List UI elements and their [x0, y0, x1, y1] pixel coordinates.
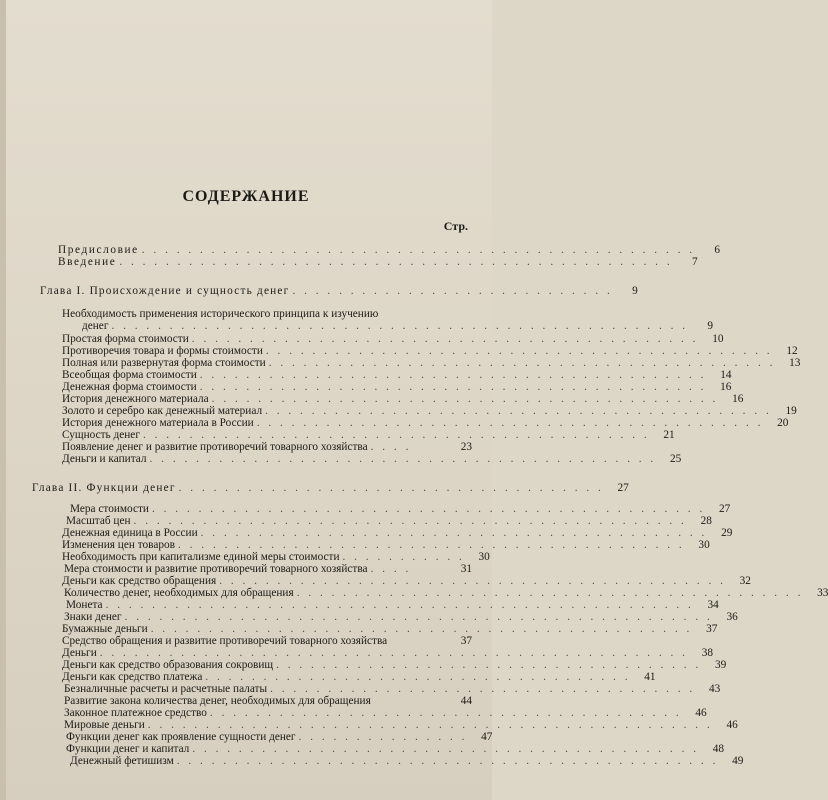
toc-entry-text: Денежный фетишизм [70, 755, 174, 767]
toc-entry-page: 21 [663, 429, 675, 441]
leader-dots: . . . . . . . . . . . . . . . . . . . . . . . . . . . . . . . . . . . . . [178, 482, 604, 494]
toc-chapter-1-heading[interactable] [40, 285, 638, 298]
leader-dots: . . . . . . . . . . . . . . . . . . . . . . . . . . . . . . . . . . . . . . . . . . . . [268, 357, 776, 369]
toc-entry-page: 12 [786, 345, 798, 357]
leader-dots: . . . . . . . . . . . . . . . . . . . . . . . . . . . . . . . . . . . . . . . . . . . . . . . [150, 623, 693, 635]
toc-entry-text: История денежного материала [62, 393, 209, 405]
toc-entry-text: Функции денег и капитал [66, 743, 190, 755]
toc-entry-page: 36 [726, 611, 738, 623]
toc-entry-page: 6 [714, 244, 721, 256]
toc-entry-text-line1[interactable]: Необходимость применения исторического принципа к изучению [62, 308, 379, 320]
leader-dots: . . . . . . . . . . . . . . . [298, 731, 468, 743]
toc-entry-page: 46 [726, 719, 738, 731]
toc-entry-page: 30 [478, 551, 490, 563]
toc-entry-page: 14 [720, 369, 732, 381]
toc-entry-text: Денежная единица в России [62, 527, 198, 539]
toc-entry-page: 37 [706, 623, 718, 635]
toc-entry-text: Функции денег как проявление сущности денег [66, 731, 296, 743]
toc-entry-text: Законное платежное средство [64, 707, 207, 719]
toc-entry-page: 39 [714, 659, 727, 671]
leader-dots: . . . . . . . . . . . . . . . . . . . . . . . . . . . . . . . . . . . . . . . . . . . . . . . . . . [111, 320, 689, 332]
toc-entry-page: 19 [785, 405, 797, 417]
toc-entry-text: Количество денег, необходимых для обращения [64, 587, 294, 599]
leader-dots: . . . . . . . . . . . . . . . . . . . . . . . . . . . . . . . . . . . . . . . . . . . . . . . . . . . [105, 599, 694, 611]
toc-entry-text: Деньги как средство обращения [62, 575, 217, 587]
toc-entry-page: 16 [720, 381, 732, 393]
toc-entry-page: 43 [708, 683, 721, 695]
toc-entry-page: 33 [817, 587, 828, 599]
toc-chapter-page: 9 [632, 285, 638, 297]
leader-dots: . . . . . . . . . . . . . . . . . . . . . . . . . . . . . . . . . . . . . . . . . . . . [191, 333, 699, 345]
toc-entry-text: Золото и серебро как денежный материал [62, 405, 263, 417]
toc-entry-text: Всеобщая форма стоимости [62, 369, 197, 381]
toc-entry-introduction[interactable] [58, 256, 698, 269]
leader-dots: . . . . . . . . . . . . . . . . . . . . . . . . . . . . . . . . . . . . . . . . . . . . [178, 539, 685, 551]
page-column-label: Стр. [443, 219, 468, 233]
leader-dots: . . . . . . . . . . . . . . . . . . . . . . . . . . . . . . . . . . . . . . . . . . . . . . . [176, 755, 719, 767]
toc-entry-text: История денежного материала в России [62, 417, 254, 429]
toc-entry-text: Деньги как средство платежа [62, 671, 203, 683]
page-title: СОДЕРЖАНИЕ [182, 188, 310, 205]
leader-dots: . . . . . . . . . . . . . . . . . . . . . . . . . . . . . . . . . . . . . . . . . . . . [199, 369, 707, 381]
leader-dots: . . . . . . . . . . . . . . . . . . . . . . . . . . . . . . . . . . . . . . . . . . . . [296, 587, 804, 599]
leader-dots: . . . . . . . . . . . . . . . . . . . . . . . . . . . . . . . . . . . . . . . . . . . . [142, 429, 650, 441]
toc-entry-page: 28 [700, 515, 712, 527]
leader-dots: . . . . . . . . . . . . . . . . . . . . . . . . . . . . . . . . . . . . . [276, 659, 702, 671]
leader-dots: . . . . [370, 563, 412, 575]
toc-entry-page: 16 [732, 393, 744, 405]
toc-entry-page: 46 [695, 707, 707, 719]
toc-entry-page: 10 [712, 333, 724, 345]
toc-entry-text: Деньги как средство образования сокровищ [62, 659, 274, 671]
leader-dots: . . . . . . . . . . . . . . . . . . . . . . . . . . . . . . . . . . . . . . . . . . . . . . . . . . . [99, 647, 688, 659]
toc-entry-page: 27 [718, 503, 731, 515]
toc-entry-page: 31 [460, 563, 472, 575]
toc-entry-text: Необходимость при капитализме единой меры стоимости [62, 551, 340, 563]
toc-entry-page: 20 [777, 417, 789, 429]
toc-entry-text: Развитие закона количества денег, необходимых для обращения [64, 695, 371, 707]
toc-entry-text: Мировые деньги [64, 719, 145, 731]
toc-entry-text: Введение [58, 256, 117, 268]
toc-entry-page: 49 [732, 755, 744, 767]
leader-dots: . . . . . . . . . . . . . . . . . . . . . . . . . . . . . . . . . . . . . [270, 683, 696, 695]
toc-entry-text: Безналичные расчеты и расчетные палаты [64, 683, 268, 695]
toc-entry[interactable] [82, 320, 714, 333]
leader-dots: . . . . . . . . . . . . . . . . . . . . . . . . . . . . . . . . . . . . . . . . . . . . [200, 527, 708, 539]
toc-entry-page: 41 [644, 671, 656, 683]
toc-entry-text: Деньги [62, 647, 97, 659]
toc-entry-text: Противоречия товара и формы стоимости [62, 345, 263, 357]
leader-dots: . . . . . . . . . . . . . . . . . . . . . . . . . . . . . . . . . . . . . . . . . . . . [219, 575, 726, 587]
toc-entry-text: Деньги и капитал [62, 453, 147, 465]
leader-dots: . . . . . . . . . . . . . . . . . . . . . . . . . . . . . . . . . . . . . . . . . . . . . . . . [119, 256, 673, 268]
toc-entry-text: денег [82, 320, 109, 332]
leader-dots: . . . . . . . . . . . . . . . . . . . . . . . . . . . . . . . . . . . . . . . . . . . . [149, 453, 657, 465]
toc-entry-text: Знаки денег [64, 611, 122, 623]
toc-entry-text: Изменения цен товаров [62, 539, 175, 551]
toc-entry-text: Масштаб цен [66, 515, 131, 527]
leader-dots: . . . . . . . . . . . . . . . . . . . . . . . . . . . . . . . . . . . . . . . . . . . . [265, 405, 772, 417]
toc-entry-text: Простая форма стоимости [62, 333, 189, 345]
leader-dots: . . . . . . . . . . . . . . . . . . . . . . . . . . . . . . . . . . . . . . . . . . . . . . . . [141, 244, 696, 256]
toc-entry-text: Денежная форма стоимости [62, 381, 197, 393]
toc-entry-text: Бумажные деньги [62, 623, 148, 635]
leader-dots: . . . . . . . . . . . . . . . . . . . . . . . . . . . . . . . . . . . . . . . . . . . . . . . . [133, 515, 687, 527]
toc-chapter-text: Глава I. Происхождение и сущность денег [40, 285, 290, 297]
toc-entry-page: 30 [698, 539, 710, 551]
leader-dots: . . . . . . . . . . . . . . . . . . . . . . . . . . . . . . . . . . . . . . . . . . . . [265, 345, 773, 357]
toc-entry-text: Предисловие [58, 244, 139, 256]
toc-entry-text: Мера стоимости и развитие противоречий товарного хозяйства [64, 563, 368, 575]
toc-entry-page: 48 [712, 743, 725, 755]
toc-entry-page: 9 [707, 320, 714, 332]
toc-entry-page: 13 [789, 357, 801, 369]
toc-entry-page: 7 [692, 256, 698, 268]
toc-entry-text: Появление денег и развитие противоречий товарного хозяйства [62, 441, 368, 453]
leader-dots: . . . . . . . . . . . . . . . . . . . . . . . . . . . . . . . . . . . . . [205, 671, 631, 683]
leader-dots: . . . . . . . . . . . . . . . . . . . . . . . . . . . . . . . . . . . . . . . . . . . . . . . . . . . [124, 611, 713, 623]
toc-entry-page: 37 [460, 635, 472, 647]
toc-entry-text: Сущность денег [62, 429, 140, 441]
leader-dots: . . . . . . . . . . . . . . . . . . . . . . . . . . . . [292, 285, 613, 297]
leader-dots: . . . . . . . . . . . . . . . . . . . . . . . . . . . . . . . . . . . . . . . . . . . . . . . . . [147, 719, 713, 731]
leader-dots: . . . . . . . . . . . . . . . . . . . . . . . . . . . . . . . . . . . . . . . . . . . . [256, 417, 764, 429]
leader-dots: . . . . . . . . . . . [342, 551, 465, 563]
toc-entry-page: 44 [460, 695, 472, 707]
leader-dots: . . . . . . . . . . . . . . . . . . . . . . . . . . . . . . . . . . . . . . . . . . . . [199, 381, 707, 393]
toc-entry-text: Полная или развернутая форма стоимости [62, 357, 266, 369]
toc-entry-page: 29 [721, 527, 733, 539]
toc-entry-page: 34 [707, 599, 719, 611]
toc-entry-page: 38 [701, 647, 713, 659]
toc-entry-page: 23 [460, 441, 472, 453]
toc-chapter-2-heading[interactable] [32, 482, 629, 495]
toc-entry-page: 25 [669, 453, 682, 465]
toc-entry-text: Монета [66, 599, 103, 611]
toc-entry[interactable] [62, 453, 682, 466]
toc-entry-page: 32 [739, 575, 751, 587]
leader-dots: . . . . . . . . . . . . . . . . . . . . . . . . . . . . . . . . . . . . . . . . . . . . [211, 393, 719, 405]
leader-dots: . . . . . . . . . . . . . . . . . . . . . . . . . . . . . . . . . . . . . . . . . [209, 707, 682, 719]
toc-chapter-page: 27 [617, 482, 629, 494]
toc-entry[interactable] [70, 755, 744, 768]
leader-dots: . . . . [370, 441, 412, 453]
toc-entry-page: 47 [481, 731, 493, 743]
toc-entry-text: Мера стоимости [70, 503, 149, 515]
toc-chapter-text: Глава II. Функции денег [32, 482, 176, 494]
leader-dots: . . . . . . . . . . . . . . . . . . . . . . . . . . . . . . . . . . . . . . . . . . . . [192, 743, 700, 755]
page-spine-shadow [0, 0, 6, 800]
toc-entry-text: Средство обращения и развитие противоречий товарного хозяйства [62, 635, 388, 647]
leader-dots: . . . . . . . . . . . . . . . . . . . . . . . . . . . . . . . . . . . . . . . . . . . . . . . . [151, 503, 706, 515]
